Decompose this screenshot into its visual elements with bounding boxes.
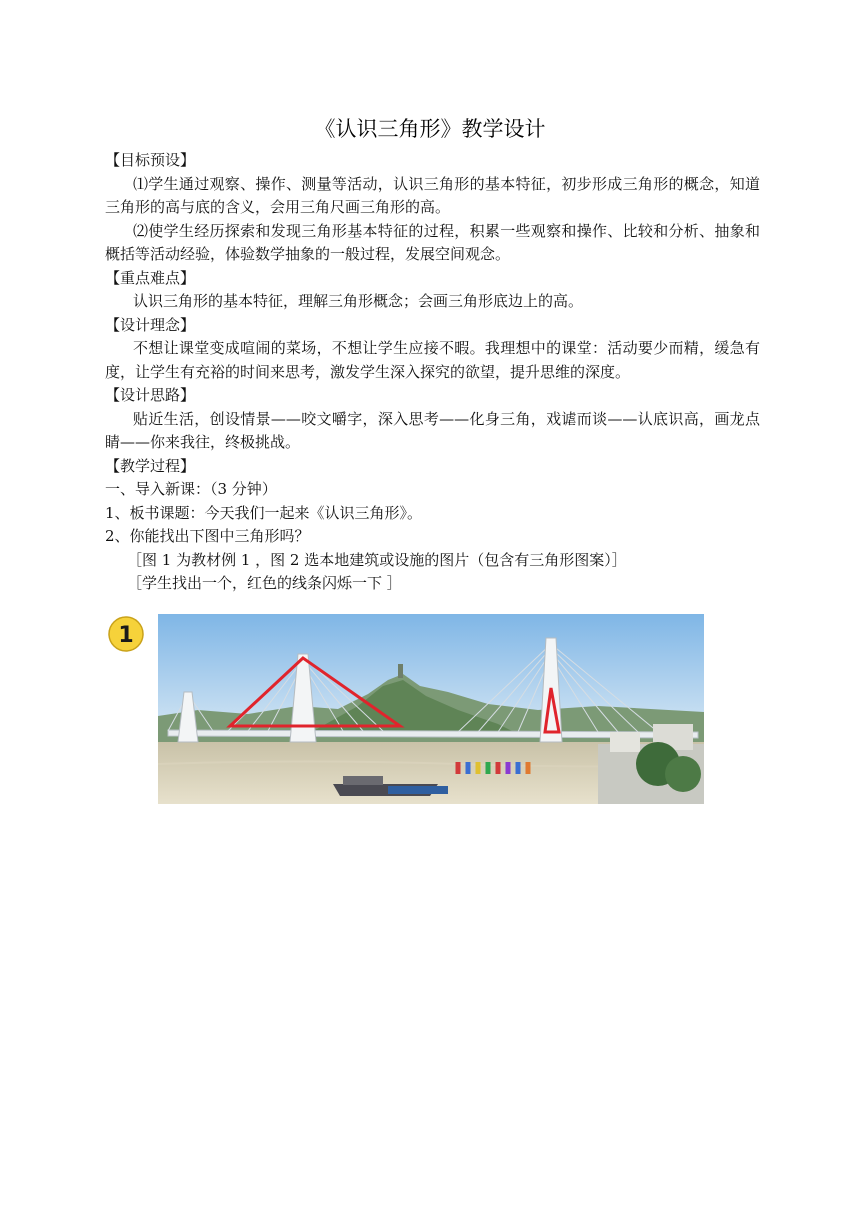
process-line-1: 一、导入新课：（3 分钟） <box>105 480 277 498</box>
section-heading-concept: 【设计理念】 <box>105 315 196 334</box>
process-line-2: 1、板书课题：今天我们一起来《认识三角形》。 <box>105 503 423 522</box>
process-line-3: 2、你能找出下图中三角形吗？ <box>105 527 310 545</box>
section-heading-approach: 【设计思路】 <box>105 386 196 404</box>
section-heading-goals: 【目标预设】 <box>105 151 196 169</box>
goal-item-1: ⑴学生通过观察、操作、测量等活动，认识三角形的基本特征，初步形成三角形的概念，知道三角形的高与底的含义，会用三角尺画三角形的高。 <box>105 174 760 216</box>
process-note-1: ［图 1 为教材例 1 ，图 2 选本地建筑或设施的图片（包含有三角形图案）］ <box>127 550 627 569</box>
bridge-photo-icon <box>158 614 704 804</box>
goal-item-2: ⑵使学生经历探索和发现三角形基本特征的过程，积累一些观察和操作、比较和分析、抽象和概括等活动经验，体验数学抽象的一般过程，发展空间观念。 <box>105 221 760 263</box>
process-note-2: ［学生找出一个，红色的线条闪烁一下 ］ <box>127 574 402 592</box>
approach-text: 贴近生活，创设情景——咬文嚼字，深入思考——化身三角，戏谑而谈——认底识高，画龙点睛——你来我往，终极挑战。 <box>105 409 760 451</box>
key-points-text: 认识三角形的基本特征，理解三角形概念；会画三角形底边上的高。 <box>133 292 584 310</box>
section-heading-process: 【教学过程】 <box>105 456 196 475</box>
figure-number: 1 <box>118 623 134 648</box>
document-body <box>105 149 760 596</box>
figure-number-badge <box>106 614 146 654</box>
concept-text: 不想让课堂变成喧闹的菜场，不想让学生应接不暇。我理想中的课堂：活动要少而精，缓急有度，让学生有充裕的时间来思考，激发学生深入探究的欲望，提升思维的深度。 <box>105 339 760 381</box>
document-title: 《认识三角形》教学设计 <box>314 117 546 141</box>
section-heading-key-points: 【重点难点】 <box>105 268 196 287</box>
bridge-figure <box>106 614 704 804</box>
